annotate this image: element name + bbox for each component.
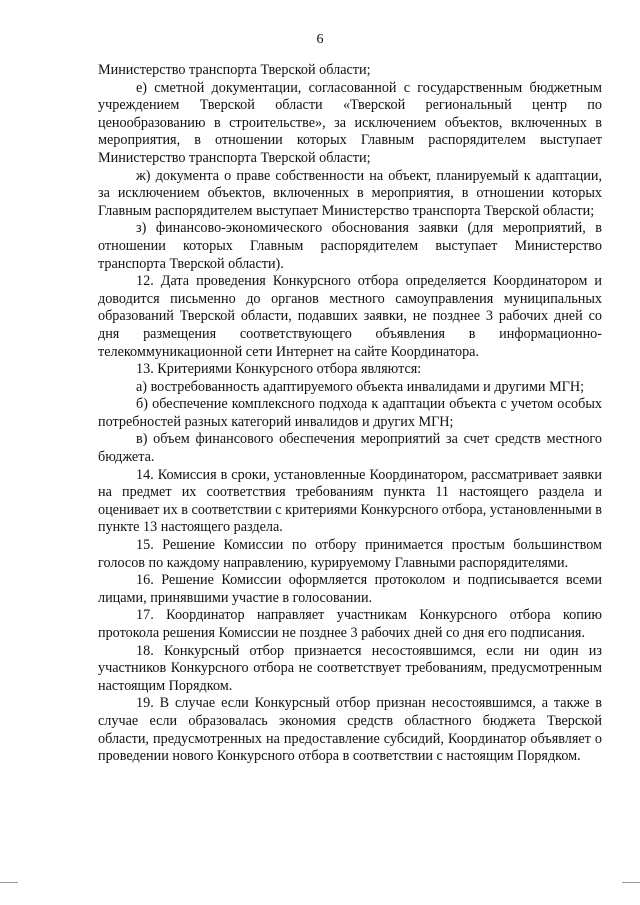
paragraph-continuation: Министерство транспорта Тверской области; xyxy=(98,62,371,78)
paragraph-criterion-v: в) объем финансового обеспечения мероприятий за счет средств местного бюджета. xyxy=(98,431,602,466)
paragraph-criterion-a: а) востребованность адаптируемого объекта инвалидами и другими МГН; xyxy=(136,378,585,395)
paragraph-14: 14. Комиссия в сроки, установленные Координатором, рассматривает заявки на предмет их соответствия требованиям пункта 11 настоящего раздела и оценивает их в соответствии с критериями Конкурсного отбора, установленными в пункте 13 настоящего раздела. xyxy=(98,466,602,536)
scan-edge-mark-right xyxy=(622,882,640,883)
paragraph-item-zh: ж) документа о праве собственности на объект, планируемый к адаптации, за исключением объектов, включенных в мероприятия, в отношении которых Главным распорядителем выступает Министерство транспорта Тверской области; xyxy=(98,167,602,219)
paragraph-19: 19. В случае если Конкурсный отбор признан несостоявшимся, а также в случае если образовалась экономия средств областного бюджета Тверской области, предусмотренных на предоставление субсидий, Координатор объявляет о проведении нового Конкурсного отбора в соответствии с настоящим Порядком. xyxy=(98,695,602,765)
document-body xyxy=(98,62,602,766)
page-number: 6 xyxy=(316,32,324,47)
paragraph-18: 18. Конкурсный отбор признается несостоявшимся, если ни один из участников Конкурсного отбора не соответствует требованиям, предусмотренным настоящим Порядком. xyxy=(98,642,602,694)
paragraph-16: 16. Решение Комиссии оформляется протоколом и подписывается всеми лицами, принявшими участие в голосовании. xyxy=(98,572,602,606)
paragraph-13: 13. Критериями Конкурсного отбора являются: xyxy=(136,361,422,378)
paragraph-12: 12. Дата проведения Конкурсного отбора определяется Координатором и доводится письменно до органов местного самоуправления муниципальных образований Тверской области, подавших заявки, не позднее 3 рабочих дней со дня размещения соответствующего объявления в информационно-телекоммуникационной сети Интернет на сайте Координатора. xyxy=(98,273,602,360)
paragraph-17: 17. Координатор направляет участникам Конкурсного отбора копию протокола решения Комиссии не позднее 3 рабочих дней со дня его подписания. xyxy=(98,607,602,641)
paragraph-item-z: з) финансово-экономического обоснования заявки (для мероприятий, в отношении которых Главным распорядителем выступает Министерство транспорта Тверской области). xyxy=(98,220,602,272)
paragraph-criterion-b: б) обеспечение комплексного подхода к адаптации объекта с учетом особых потребностей разных категорий инвалидов и других МГН; xyxy=(98,396,602,430)
scan-edge-mark-left xyxy=(0,882,18,883)
paragraph-item-e: е) сметной документации, согласованной с государственным бюджетным учреждением Тверской области «Тверской региональный центр по ценообразованию в строительстве», за исключением объектов, включенных в мероприятия, в отношении которых Главным распорядителем выступает Министерство транспорта Тверской области; xyxy=(98,79,602,166)
paragraph-15: 15. Решение Комиссии по отбору принимается простым большинством голосов по каждому направлению, курируемому Главными распорядителями. xyxy=(98,537,602,571)
